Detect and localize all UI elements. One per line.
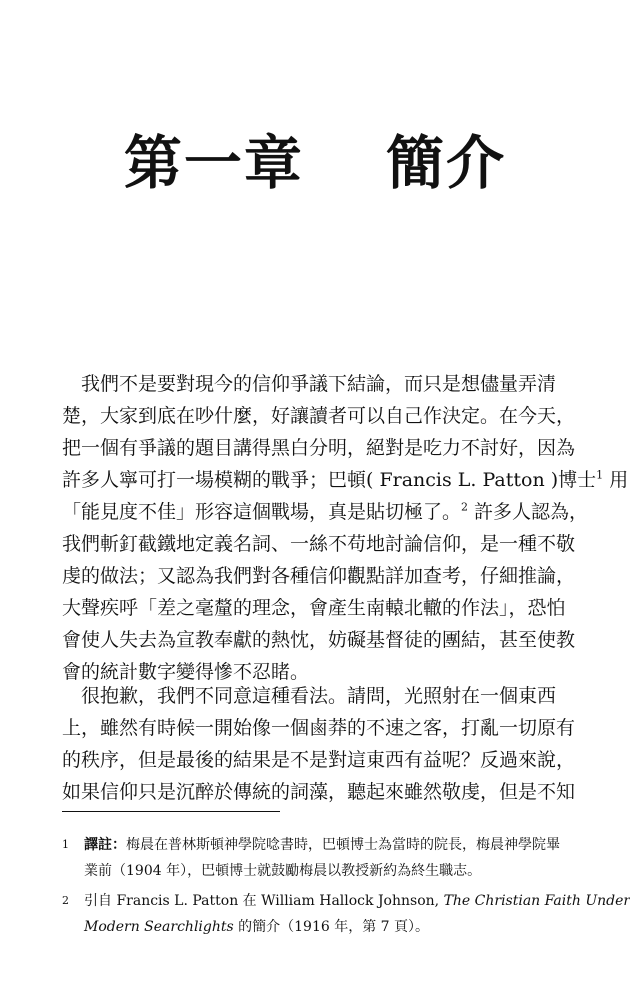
footnote-text: 梅晨在普林斯頓神學院唸書時，巴頓博士為當時的院長，梅晨神學院畢 bbox=[126, 837, 560, 853]
footnote-line bbox=[84, 914, 582, 940]
paragraph-line: 我們不是要對現今的信仰爭議下結論，而只是想儘量弄清 bbox=[62, 373, 557, 395]
paragraph-line: 虔的做法；又認為我們對各種信仰觀點詳加查考，仔細推論， bbox=[62, 565, 576, 587]
paragraph-line: 楚，大家到底在吵什麼，好讓讀者可以自己作決定。在今天， bbox=[62, 405, 576, 427]
paragraph-line: 把一個有爭議的題目講得黑白分明，絕對是吃力不討好，因為 bbox=[62, 437, 576, 459]
footnote-line bbox=[84, 832, 582, 858]
paragraph-line: 很抱歉，我們不同意這種看法。請問，光照射在一個東西 bbox=[62, 685, 557, 707]
footnote-ref-1[interactable]: 1 bbox=[596, 468, 604, 482]
paragraph-line: 會使人失去為宣教奉獻的熱忱，妨礙基督徒的團結，甚至使教 bbox=[62, 629, 576, 651]
paragraph-line-text: 許多人認為， bbox=[468, 501, 589, 523]
footnote-line: 業前（1904 年），巴頓博士就鼓勵梅晨以教授新約為終生職志。 bbox=[84, 863, 482, 879]
footnote-1 bbox=[62, 832, 582, 884]
footnote-ref-2[interactable]: 2 bbox=[461, 500, 469, 514]
paragraph-2 bbox=[62, 680, 576, 808]
book-title: The Christian Faith Under bbox=[443, 893, 630, 909]
paragraph-line-text: 用 bbox=[603, 469, 629, 491]
paragraph-line: 會的統計數字變得慘不忍睹。 bbox=[62, 661, 310, 683]
paragraph-line-text: 許多人寧可打一場模糊的戰爭；巴頓( Francis L. Patton )博士 bbox=[62, 469, 597, 491]
paragraph-line bbox=[62, 496, 589, 528]
footnote-mark: 2 bbox=[62, 894, 69, 907]
footnote-text: 的簡介（1916 年，第 7 頁）。 bbox=[233, 919, 430, 935]
paragraph-line: 我們斬釘截鐵地定義名詞、一絲不苟地討論信仰，是一種不敬 bbox=[62, 533, 576, 555]
footnotes bbox=[62, 832, 630, 944]
paragraph-line: 上，雖然有時候一開始像一個鹵莽的不速之客，打亂一切原有 bbox=[62, 717, 576, 739]
book-title: Modern Searchlights bbox=[84, 919, 234, 935]
paragraph-line: 的秩序，但是最後的結果是不是對這東西有益呢？反過來說， bbox=[62, 749, 576, 771]
paragraph-line bbox=[62, 464, 629, 496]
footnote-label: 譯註： bbox=[84, 837, 126, 853]
paragraph-line: 大聲疾呼「差之毫釐的理念，會產生南轅北轍的作法」，恐怕 bbox=[62, 597, 566, 619]
footnote-divider bbox=[62, 811, 280, 812]
footnote-2 bbox=[62, 888, 630, 940]
paragraph-line: 如果信仰只是沉醉於傳統的詞藻，聽起來雖然敬虔，但是不知 bbox=[62, 781, 576, 803]
footnote-mark: 1 bbox=[62, 838, 69, 851]
paragraph-line-text: 「能見度不佳」形容這個戰場，真是貼切極了。 bbox=[62, 501, 462, 523]
chapter-title: 第一章 簡介 bbox=[123, 129, 507, 197]
footnote-line bbox=[84, 888, 630, 914]
paragraph-1 bbox=[62, 368, 629, 688]
footnote-text: 引自 Francis L. Patton 在 William Hallock Johnson, bbox=[84, 893, 444, 909]
